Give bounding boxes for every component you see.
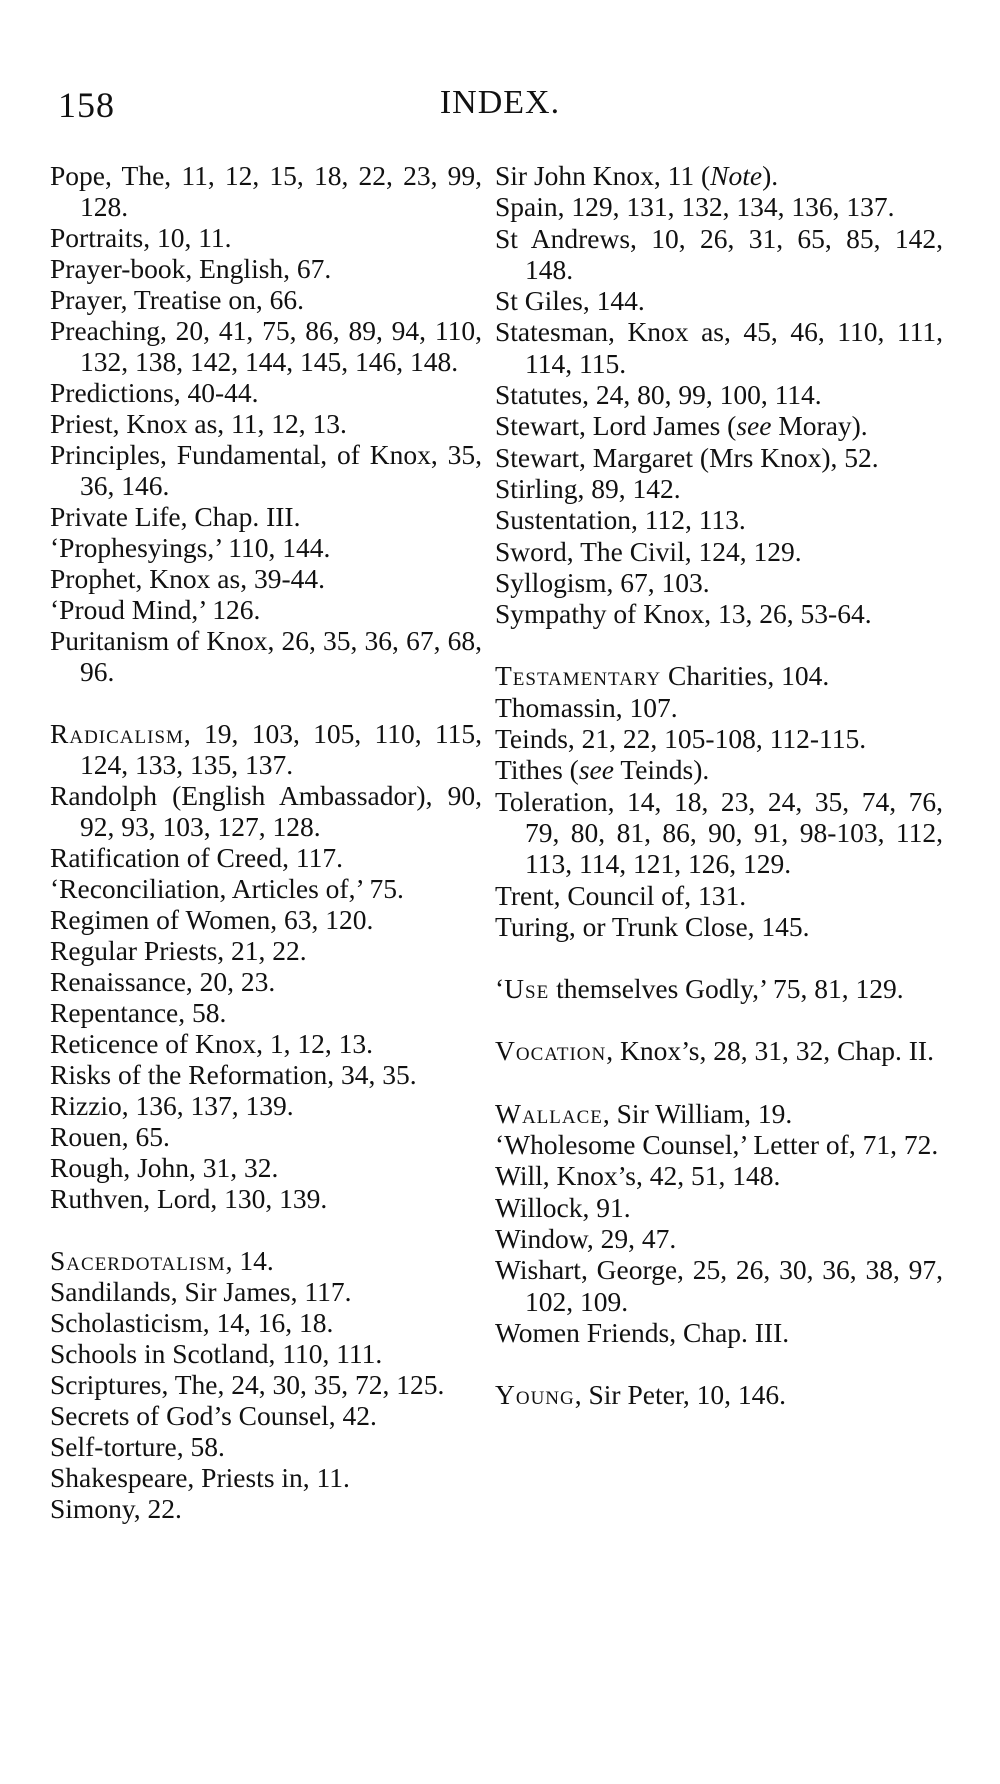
index-entry <box>50 1059 482 1090</box>
index-entry <box>50 253 482 284</box>
entry-text: , Sir William, 19. <box>602 1097 793 1129</box>
entry-heading-smallcaps: Young <box>495 1379 575 1411</box>
entry-text: Teinds, 21, 22, 105-108, 112-115. <box>495 723 867 755</box>
entry-text: Ratification of Creed, 117. <box>50 842 343 873</box>
section-gap <box>50 1214 482 1245</box>
entry-text: Secrets of God’s Counsel, 42. <box>50 1400 377 1431</box>
entry-text: Renaissance, 20, 23. <box>50 966 276 997</box>
entry-heading-smallcaps: Wallace <box>495 1097 603 1129</box>
entry-text: Sword, The Civil, 124, 129. <box>495 535 802 567</box>
entry-text: Sympathy of Knox, 13, 26, 53-64. <box>495 598 872 630</box>
entry-text: Regular Priests, 21, 22. <box>50 935 307 966</box>
index-column-right <box>495 160 943 1410</box>
entry-text: Syllogism, 67, 103. <box>495 566 710 598</box>
entry-prefix: ‘ <box>495 973 505 1005</box>
entry-heading-smallcaps: Sacerdotalism <box>50 1245 226 1276</box>
entry-heading-smallcaps: Vocation <box>495 1035 607 1067</box>
entry-text: Schools in Scotland, 110, 111. <box>50 1338 383 1369</box>
entry-text: Pope, The, 11, 12, 15, 18, 22, 23, 99, 128. <box>50 160 482 222</box>
entry-text: Sir John Knox, 11 ( <box>495 160 711 191</box>
entry-text: Portraits, 10, 11. <box>50 222 232 253</box>
index-entry <box>495 379 943 410</box>
index-entry <box>50 842 482 873</box>
index-entry <box>495 598 943 629</box>
entry-text: Repentance, 58. <box>50 997 227 1028</box>
section-gap <box>495 942 943 973</box>
entry-text: Tithes ( <box>495 754 579 786</box>
entry-text: Thomassin, 107. <box>495 691 678 723</box>
entry-text: Toleration, 14, 18, 23, 24, 35, 74, 76, 79, 80, 81, 86, 90, 91, 98-103, 112, 113, 114, 121, 126, 129. <box>495 785 943 880</box>
entry-tail: Teinds). <box>613 754 710 786</box>
index-entry <box>495 1254 943 1317</box>
index-entry <box>495 223 943 286</box>
index-column-left <box>50 160 482 1524</box>
index-entry <box>495 191 943 222</box>
entry-text: Will, Knox’s, 42, 51, 148. <box>495 1160 781 1192</box>
index-entry <box>50 904 482 935</box>
entry-text: Window, 29, 47. <box>495 1222 677 1254</box>
entry-text: St Andrews, 10, 26, 31, 65, 85, 142, 148. <box>495 222 943 285</box>
index-entry <box>495 442 943 473</box>
index-entry <box>50 1152 482 1183</box>
entry-text: Rouen, 65. <box>50 1121 170 1152</box>
index-entry <box>495 911 943 942</box>
page-title: INDEX. <box>439 84 561 121</box>
index-entry <box>50 1276 482 1307</box>
section-gap <box>50 687 482 718</box>
entry-text: St Giles, 144. <box>495 285 645 317</box>
index-entry <box>495 754 943 785</box>
index-entry <box>495 285 943 316</box>
entry-heading-smallcaps: Radicalism <box>50 718 184 749</box>
entry-text: Private Life, Chap. III. <box>50 501 301 532</box>
index-entry <box>495 1192 943 1223</box>
entry-text: Rizzio, 136, 137, 139. <box>50 1090 294 1121</box>
index-entry <box>495 567 943 598</box>
entry-text: Predictions, 40-44. <box>50 377 259 408</box>
index-entry <box>50 439 482 501</box>
entry-text: Risks of the Reformation, 34, 35. <box>50 1059 417 1090</box>
index-entry <box>50 1307 482 1338</box>
index-entry <box>50 315 482 377</box>
entry-text: Shakespeare, Priests in, 11. <box>50 1462 350 1493</box>
index-entry <box>50 966 482 997</box>
index-entry <box>495 786 943 880</box>
entry-italic: see <box>736 410 772 442</box>
entry-text: ‘Proud Mind,’ 126. <box>50 594 261 625</box>
entry-text: ‘Prophesyings,’ 110, 144. <box>50 532 331 563</box>
entry-text: Wishart, George, 25, 26, 30, 36, 38, 97, 102, 109. <box>495 1254 943 1317</box>
page-number: 158 <box>58 85 115 125</box>
entry-heading-smallcaps: Testamentary <box>495 660 662 692</box>
index-entry <box>50 1400 482 1431</box>
entry-text: Prophet, Knox as, 39-44. <box>50 563 325 594</box>
section-gap <box>495 629 943 660</box>
entry-text: Sustentation, 112, 113. <box>495 504 746 536</box>
entry-text: Statesman, Knox as, 45, 46, 110, 111, 114, 115. <box>495 316 943 379</box>
section-gap <box>495 1004 943 1035</box>
index-entry <box>50 284 482 315</box>
index-entry <box>495 1129 943 1160</box>
index-entry <box>50 501 482 532</box>
index-entry <box>495 536 943 567</box>
entry-text: Statutes, 24, 80, 99, 100, 114. <box>495 379 822 411</box>
entry-text: Regimen of Women, 63, 120. <box>50 904 374 935</box>
entry-text: Stirling, 89, 142. <box>495 472 681 504</box>
entry-text: Scholasticism, 14, 16, 18. <box>50 1307 334 1338</box>
entry-italic: see <box>578 754 614 786</box>
index-entry <box>50 532 482 563</box>
index-entry <box>50 1028 482 1059</box>
index-entry <box>50 1369 482 1400</box>
index-entry <box>495 410 943 441</box>
index-entry <box>495 723 943 754</box>
entry-text: Stewart, Lord James ( <box>495 410 737 442</box>
index-entry <box>495 473 943 504</box>
index-entry <box>50 1090 482 1121</box>
index-entry <box>495 1223 943 1254</box>
entry-text: themselves Godly,’ 75, 81, 129. <box>549 973 904 1005</box>
index-entry <box>495 1317 943 1348</box>
entry-text: Puritanism of Knox, 26, 35, 36, 67, 68, 96. <box>50 625 482 687</box>
index-entry <box>495 1035 943 1066</box>
entry-text: , 19, 103, 105, 110, 115, 124, 133, 135, 137. <box>80 718 482 780</box>
entry-text: ‘Reconciliation, Articles of,’ 75. <box>50 873 404 904</box>
entry-text: Prayer, Treatise on, 66. <box>50 284 305 315</box>
index-entry <box>495 880 943 911</box>
index-entry <box>50 873 482 904</box>
index-entry <box>50 997 482 1028</box>
entry-text: Rough, John, 31, 32. <box>50 1152 279 1183</box>
index-entry <box>495 1098 943 1129</box>
index-entry <box>50 1431 482 1462</box>
entry-text: Turing, or Trunk Close, 145. <box>495 910 810 942</box>
entry-text: Prayer-book, English, 67. <box>50 253 332 284</box>
entry-text: Reticence of Knox, 1, 12, 13. <box>50 1028 374 1059</box>
entry-text: Self-torture, 58. <box>50 1431 225 1462</box>
index-entry <box>50 1462 482 1493</box>
index-entry <box>495 160 943 191</box>
entry-text: ‘Wholesome Counsel,’ Letter of, 71, 72. <box>495 1129 939 1161</box>
index-entry <box>495 1379 943 1410</box>
entry-text: Willock, 91. <box>495 1191 631 1223</box>
entry-text: Sandilands, Sir James, 117. <box>50 1276 352 1307</box>
entry-text: Charities, 104. <box>661 660 830 692</box>
index-entry <box>50 594 482 625</box>
index-entry <box>495 316 943 379</box>
entry-tail: Moray). <box>771 410 868 442</box>
entry-text: Preaching, 20, 41, 75, 86, 89, 94, 110, 132, 138, 142, 144, 145, 146, 148. <box>50 315 482 377</box>
index-entry <box>50 408 482 439</box>
index-entry <box>50 625 482 687</box>
index-entry <box>50 1183 482 1214</box>
index-entry <box>50 718 482 780</box>
entry-text: Ruthven, Lord, 130, 139. <box>50 1183 328 1214</box>
index-entry <box>50 1493 482 1524</box>
index-entry <box>50 1338 482 1369</box>
entry-text: Simony, 22. <box>50 1493 182 1524</box>
index-entry <box>495 973 943 1004</box>
entry-text: Spain, 129, 131, 132, 134, 136, 137. <box>495 191 895 223</box>
entry-tail: ). <box>762 160 779 191</box>
entry-text: Scriptures, The, 24, 30, 35, 72, 125. <box>50 1369 445 1400</box>
index-entry <box>50 377 482 408</box>
index-entry <box>50 780 482 842</box>
index-entry <box>50 1121 482 1152</box>
index-entry <box>495 1160 943 1191</box>
entry-text: , Sir Peter, 10, 146. <box>574 1379 786 1411</box>
section-gap <box>495 1348 943 1379</box>
index-entry <box>50 1245 482 1276</box>
entry-heading-smallcaps: Use <box>504 973 550 1005</box>
entry-text: Priest, Knox as, 11, 12, 13. <box>50 408 347 439</box>
section-gap <box>495 1067 943 1098</box>
index-entry <box>495 660 943 691</box>
index-entry <box>50 160 482 222</box>
entry-text: Principles, Fundamental, of Knox, 35, 36, 146. <box>50 439 482 501</box>
entry-italic: Note <box>710 160 763 191</box>
index-entry <box>50 222 482 253</box>
index-entry <box>50 563 482 594</box>
entry-text: Stewart, Margaret (Mrs Knox), 52. <box>495 441 879 473</box>
entry-text: Trent, Council of, 131. <box>495 879 747 911</box>
index-entry <box>495 504 943 535</box>
entry-text: Randolph (English Ambassador), 90, 92, 93, 103, 127, 128. <box>50 780 482 842</box>
entry-text: , Knox’s, 28, 31, 32, Chap. II. <box>606 1035 934 1067</box>
entry-text: , 14. <box>225 1245 274 1276</box>
index-entry <box>495 692 943 723</box>
entry-text: Women Friends, Chap. III. <box>495 1316 790 1348</box>
index-entry <box>50 935 482 966</box>
